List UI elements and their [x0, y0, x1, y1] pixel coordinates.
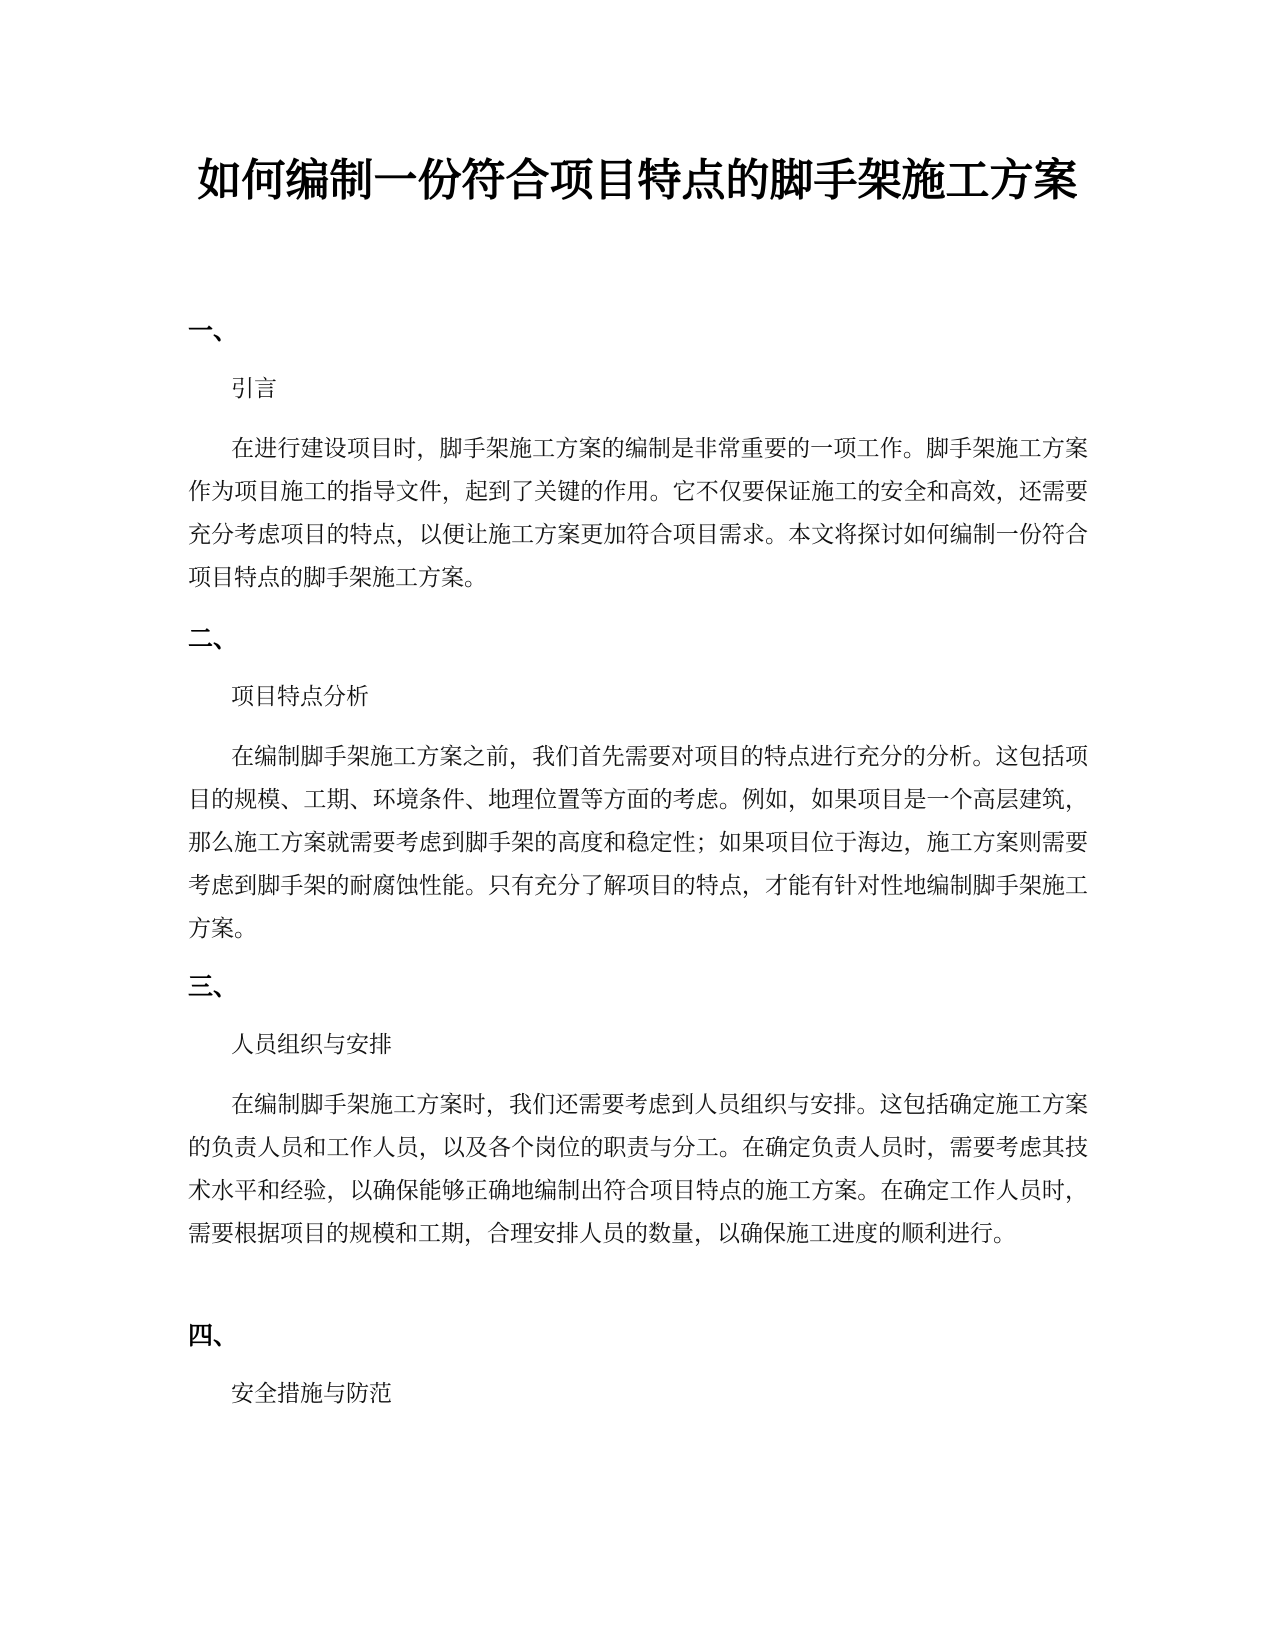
section-paragraph-2: 在编制脚手架施工方案之前，我们首先需要对项目的特点进行充分的分析。这包括项目的规模、工期、环境条件、地理位置等方面的考虑。例如，如果项目是一个高层建筑，那么施工方案就需要考虑到脚手架的高度和稳定性；如果项目位于海边，施工方案则需要考虑到脚手架的耐腐蚀性能。只有充分了解项目的特点，才能有针对性地编制脚手架施工方案。: [188, 744, 1088, 942]
section-number-1: 一、: [188, 316, 239, 345]
section-title-1: 引言: [231, 376, 277, 402]
section-number-4: 四、: [188, 1321, 239, 1350]
section-paragraph-1: 在进行建设项目时，脚手架施工方案的编制是非常重要的一项工作。脚手架施工方案作为项目施工的指导文件，起到了关键的作用。它不仅要保证施工的安全和高效，还需要充分考虑项目的特点，以便让施工方案更加符合项目需求。本文将探讨如何编制一份符合项目特点的脚手架施工方案。: [188, 436, 1088, 591]
section-title-2: 项目特点分析: [231, 684, 369, 710]
section-title-3: 人员组织与安排: [231, 1032, 392, 1058]
section-number-3: 三、: [188, 972, 239, 1001]
section-paragraph-3: 在编制脚手架施工方案时，我们还需要考虑到人员组织与安排。这包括确定施工方案的负责人员和工作人员，以及各个岗位的职责与分工。在确定负责人员时，需要考虑其技术水平和经验，以确保能够正确地编制出符合项目特点的施工方案。在确定工作人员时，需要根据项目的规模和工期，合理安排人员的数量，以确保施工进度的顺利进行。: [188, 1092, 1088, 1247]
section-number-2: 二、: [188, 624, 239, 653]
section-title-4: 安全措施与防范: [231, 1381, 392, 1407]
document-title: 如何编制一份符合项目特点的脚手架施工方案: [197, 155, 1078, 206]
